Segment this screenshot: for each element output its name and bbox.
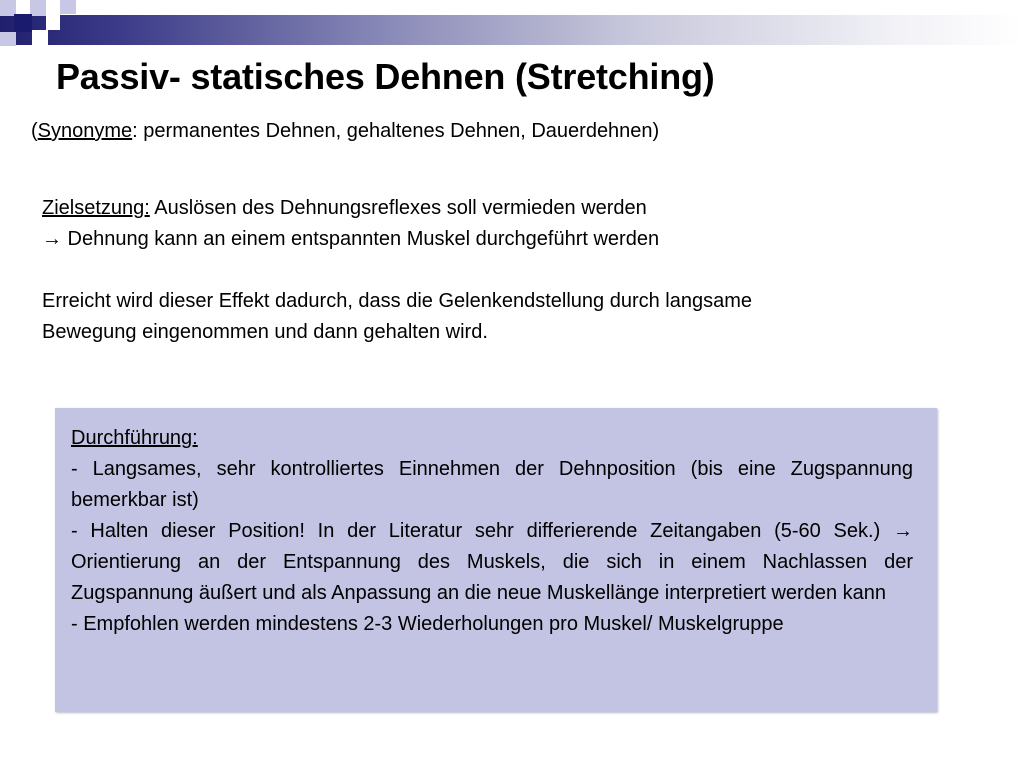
effect-line-2: Bewegung eingenommen und dann gehalten wird. xyxy=(42,321,488,343)
synonyms-open-paren: ( xyxy=(31,120,38,142)
synonyms-text: : permanentes Dehnen, gehaltenes Dehnen, Dauerdehnen) xyxy=(132,120,660,142)
goal-label: Zielsetzung: xyxy=(42,197,150,219)
arrow-icon: → xyxy=(42,228,62,250)
procedure-item-3: - Empfohlen werden mindestens 2-3 Wiederholungen pro Muskel/ Muskelgruppe xyxy=(71,613,784,635)
effect-line-1: Erreicht wird dieser Effekt dadurch, dass die Gelenkendstellung durch langsame xyxy=(42,290,753,312)
procedure-item-2 xyxy=(71,516,913,609)
goal-line xyxy=(42,193,982,224)
decorative-square xyxy=(30,0,46,16)
decorative-square xyxy=(60,0,76,14)
procedure-heading: Durchführung: xyxy=(71,427,198,449)
decorative-square xyxy=(0,32,16,46)
goal-section xyxy=(42,193,982,348)
decorative-square xyxy=(46,14,60,30)
header-gradient-band xyxy=(0,15,1024,45)
decorative-square-dark xyxy=(14,14,32,32)
slide-title: Passiv- statisches Dehnen (Stretching) xyxy=(56,56,715,97)
spacer xyxy=(42,255,982,286)
goal-result-line xyxy=(42,224,982,255)
arrow-icon: → xyxy=(893,520,913,542)
procedure-heading-row xyxy=(71,423,913,454)
procedure-item-1: - Langsames, sehr kontrolliertes Einnehmen der Dehnposition (bis eine Zugspannung bemerkbar ist) xyxy=(71,458,913,511)
goal-result-text: Dehnung kann an einem entspannten Muskel durchgeführt werden xyxy=(62,228,660,250)
goal-text: Auslösen des Dehnungsreflexes soll vermieden werden xyxy=(149,197,647,219)
procedure-item-2-end: Orientierung an der Entspannung des Muskels, die sich in einem Nachlassen der Zugspannung äußert und als Anpassung an die neue Muskellänge interpretiert werden kann xyxy=(71,551,913,604)
procedure-box xyxy=(55,408,937,712)
decorative-square xyxy=(16,0,30,14)
decorative-square xyxy=(32,30,48,46)
synonyms-line xyxy=(31,120,659,143)
synonyms-label: Synonyme xyxy=(37,120,133,142)
procedure-item-2-start: - Halten dieser Position! In der Literatur sehr differierende Zeitangaben (5-60 Sek.) xyxy=(71,520,893,542)
